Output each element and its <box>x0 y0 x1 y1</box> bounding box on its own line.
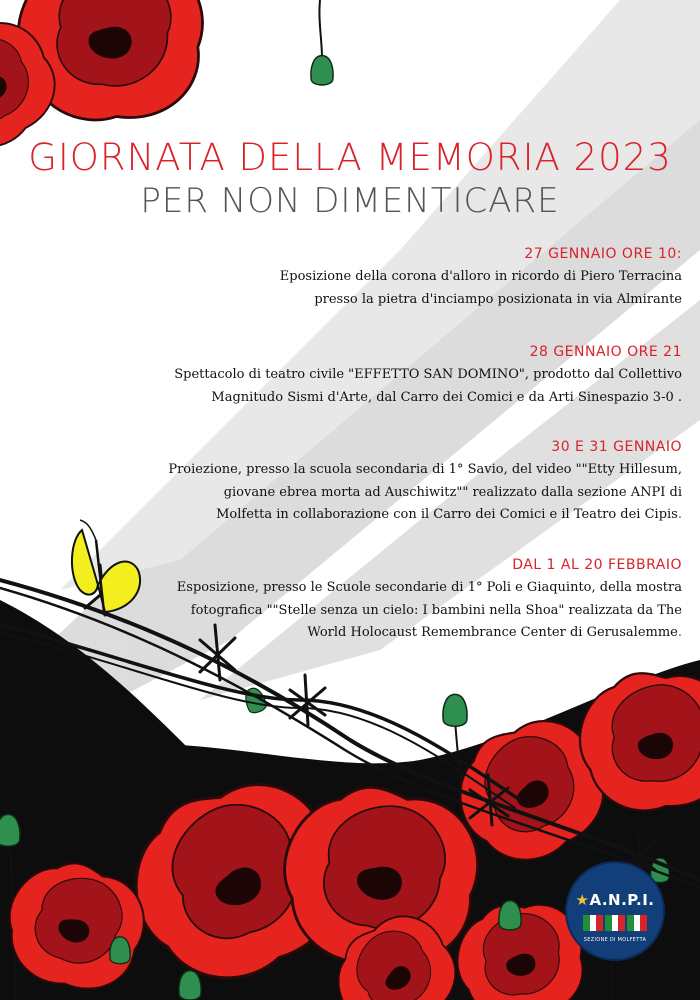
event-date: 30 E 31 GENNAIO <box>551 439 682 455</box>
event-1 <box>280 244 682 311</box>
event-description: Proiezione, presso la scuola secondaria di 1° Savio, del video ""Etty Hillesum, giovane ebrea morta ad Auschiwitz"" realizzato dalla sezione ANPI di Molfetta in collaborazione con il Carro dei Comici e il Teatro dei Cipis. <box>168 462 682 522</box>
event-date: 27 GENNAIO ORE 10: <box>524 246 682 262</box>
event-4 <box>177 555 682 645</box>
event-description: Spettacolo di teatro civile "EFFETTO SAN DOMINO", prodotto dal Collettivo Magnitudo Sismi d'Arte, dal Carro dei Comici e da Arti Sinespazio 3-0 . <box>174 367 682 405</box>
poster-title: GIORNATA DELLA MEMORIA 2023 <box>28 136 672 179</box>
event-description: Esposizione, presso le Scuole secondarie di 1° Poli e Giaquinto, della mostra fotografica ""Stelle senza un cielo: I bambini nella Shoa" realizzata da The World Holocaust Remembrance Center di Gerusalemme. <box>176 580 682 640</box>
event-2 <box>174 342 682 409</box>
poster-subtitle: PER NON DIMENTICARE <box>140 181 560 221</box>
badge-subtitle: SEZIONE DI MOLFETTA <box>583 937 647 943</box>
event-date: 28 GENNAIO ORE 21 <box>529 344 682 360</box>
badge-name: A.N.P.I. <box>589 891 655 909</box>
star-icon: ★ <box>575 891 590 909</box>
anpi-badge <box>565 861 665 961</box>
italian-flags-icon <box>583 915 647 931</box>
event-3 <box>168 437 682 527</box>
event-date: DAL 1 AL 20 FEBBRAIO <box>512 557 682 573</box>
event-description: Eposizione della corona d'alloro in ricordo di Piero Terracina presso la pietra d'inciampo posizionata in via Almirante <box>279 269 682 307</box>
